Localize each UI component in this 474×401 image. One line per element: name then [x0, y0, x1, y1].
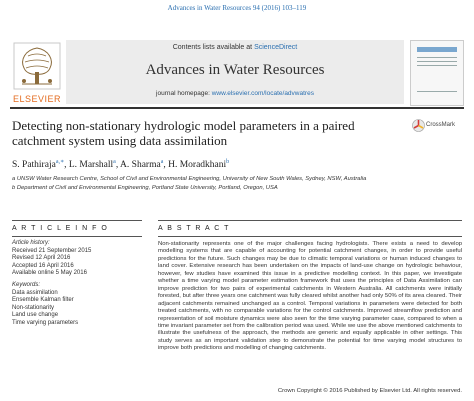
author-name[interactable]: H. Moradkhani — [168, 160, 227, 171]
crossmark-icon — [412, 119, 425, 132]
history-entry: Available online 5 May 2016 — [12, 270, 87, 276]
paper-title: Detecting non-stationary hydrologic model parameters in a paired catchment system using data assimilation — [12, 118, 355, 148]
author-separator: , — [115, 160, 121, 171]
article-info-heading: A R T I C L E I N F O — [12, 225, 109, 232]
history-entry: Accepted 16 April 2016 — [12, 262, 74, 269]
elsevier-logo — [10, 40, 64, 104]
crossmark-label: CrossMark — [426, 122, 456, 128]
journal-title: Advances in Water Resources — [145, 62, 325, 78]
contents-line — [66, 44, 404, 51]
author-list — [12, 158, 229, 170]
homepage-link[interactable]: www.elsevier.com/locate/advwatres — [211, 90, 314, 97]
abstract-text: Non-stationarity represents one of the major challenges facing hydrologists. There exists a need to develop modelling systems that are capable of accounting for potential catchment changes, in order to provide useful predictions for the future. Such changes may be due to climatic temporal variations or human induced changes to land cover. Extensive research has been undertaken on the impacts of land-use change on hydrologic behaviour, however, few studies have examined this issue in a predictive modelling context. In this paper, we investigate whether a time varying model parameter estimation framework that uses the principles of Data Assimilation can improve prediction for two pairs of experimental catchments in Western Australia. All catchments were initially forested, but after three years one catchment was fully cleared whilst another had only 50% of its area cleared. Their adjacent catchments remained unchanged as a control. Temporal variations in parameters were detected for both treated catchments, with no comparable variations for the control catchments. Improved streamflow prediction and representation of soil moisture dynamics were also seen for the time varying parameter case, compared to when a time invariant parameter set from the calibration period was used. While we use the above mentioned catchments to illustrate the usefulness of the approach, the methods are generic and equally applicable in other settings. This study serves as an important validation step to demonstrate the potential for time varying model structures to improve both predictions and modelling of changing catchments. — [158, 241, 462, 352]
copyright-line: Crown Copyright © 2016 Published by Elsevier Ltd. All rights reserved. — [277, 388, 462, 394]
journal-cover-thumbnail — [410, 40, 464, 106]
article-info-rule — [12, 220, 142, 221]
abstract-heading: A B S T R A C T — [158, 225, 230, 232]
journal-header — [10, 40, 464, 105]
cover-line — [417, 57, 457, 58]
keyword: Ensemble Kalman filter — [12, 297, 74, 303]
sciencedirect-link[interactable]: ScienceDirect — [254, 44, 298, 51]
homepage-line — [66, 90, 404, 97]
author-name[interactable]: A. Sharma — [120, 160, 161, 171]
history-label: Article history: — [12, 240, 50, 246]
keywords-label: Keywords: — [12, 282, 41, 288]
header-rule — [10, 107, 464, 109]
keyword: Data assimilation — [12, 289, 58, 296]
contents-prefix: Contents lists available at — [172, 44, 255, 51]
abstract-rule — [158, 220, 462, 221]
author-marks: a,∗ — [55, 159, 65, 165]
author-marks: a — [113, 159, 116, 165]
keyword: Non-stationarity — [12, 304, 55, 311]
author-separator: , — [163, 160, 169, 171]
cover-line — [417, 91, 457, 92]
cover-line — [417, 65, 457, 66]
author-name[interactable]: S. Pathiraja — [12, 160, 56, 171]
keyword: Time varying parameters — [12, 319, 79, 326]
journal-reference[interactable]: Advances in Water Resources 94 (2016) 103–119 — [167, 4, 307, 12]
article-info-rule — [12, 236, 142, 237]
crossmark-badge[interactable] — [412, 119, 464, 133]
keywords — [12, 282, 78, 327]
tree-emblem-icon — [10, 40, 64, 92]
publisher-logo-text: ELSEVIER — [12, 94, 62, 104]
author-marks: a — [160, 159, 164, 165]
author-name[interactable]: L. Marshall — [68, 160, 114, 171]
affiliation-a: a UNSW Water Research Centre, School of Civil and Environmental Engineering, University of New South Wales, Sydney, NSW, Australia — [12, 176, 367, 182]
journal-banner — [66, 40, 404, 104]
author-marks: b — [226, 159, 230, 165]
author-separator: , — [64, 160, 69, 171]
history-entry: Received 21 September 2015 — [12, 247, 92, 254]
keyword: Land use change — [12, 312, 59, 318]
abstract-rule — [158, 236, 462, 237]
article-history — [12, 240, 91, 278]
homepage-prefix: journal homepage: — [156, 90, 212, 97]
cover-band — [417, 47, 457, 52]
history-entry: Revised 12 April 2016 — [12, 255, 71, 261]
affiliation-b: b Department of Civil and Environmental Engineering, Portland State University, Portland, Oregon, USA — [12, 185, 278, 191]
cover-line — [417, 61, 457, 62]
